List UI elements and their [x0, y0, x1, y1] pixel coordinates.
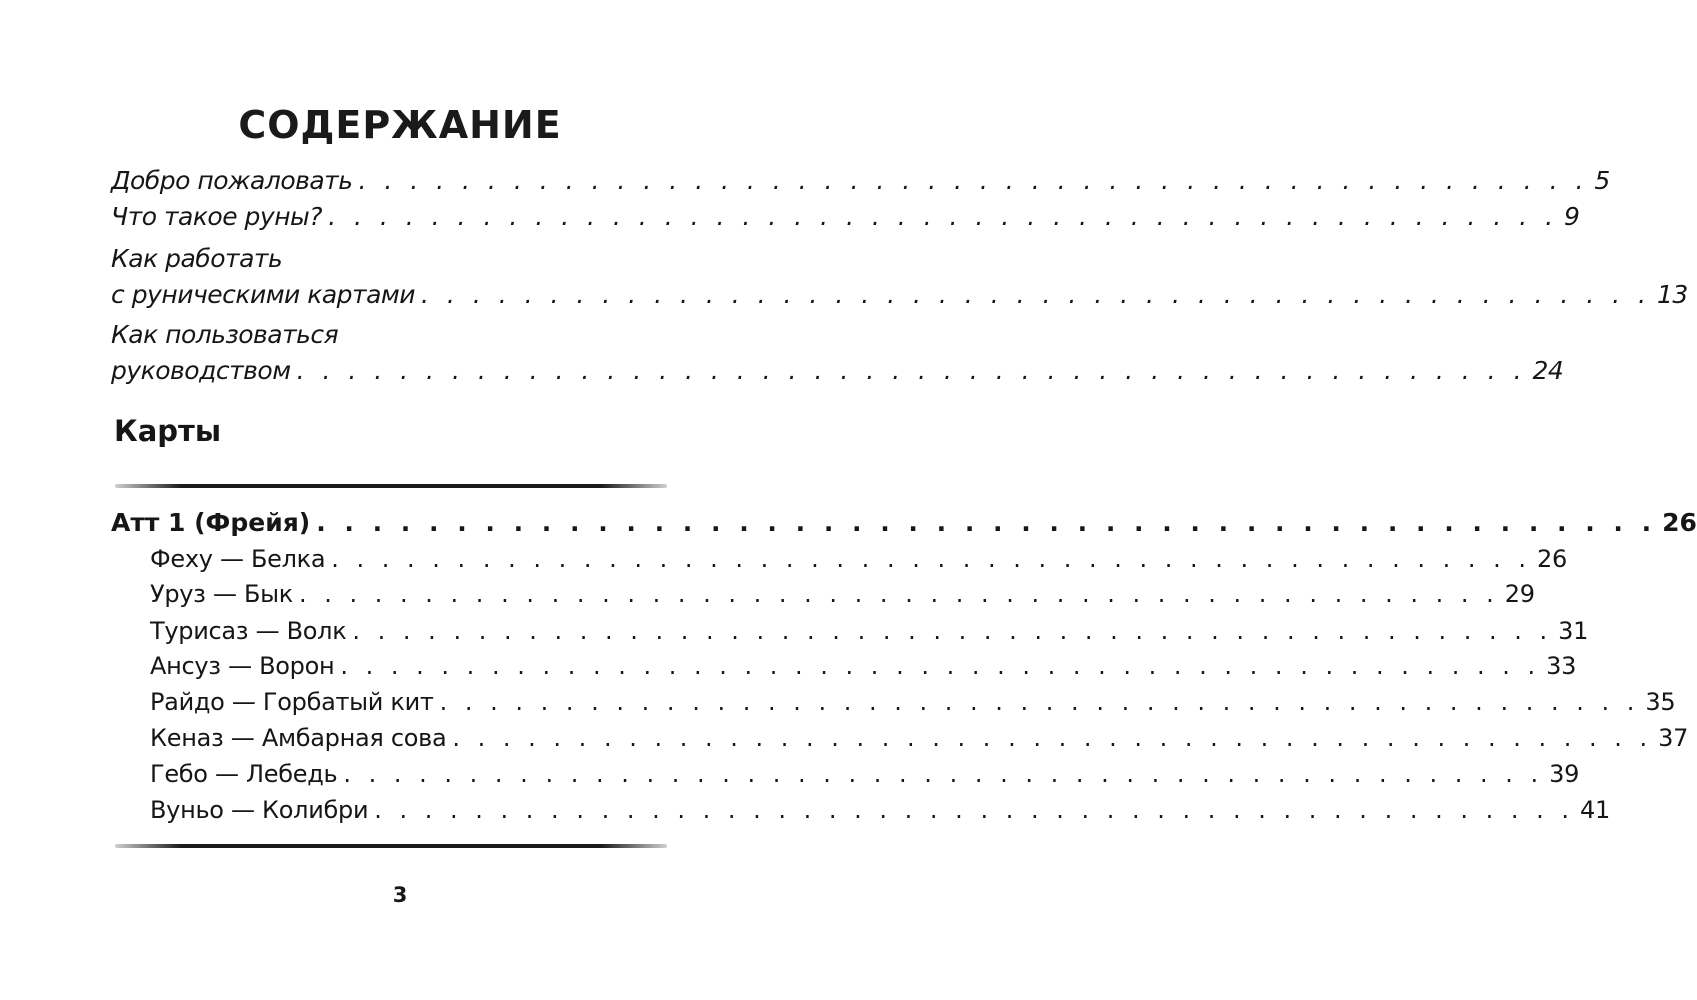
toc-entry-page: 13: [1656, 280, 1688, 309]
toc-entry-working-with-cards: [111, 280, 1688, 309]
page-number: 3: [392, 883, 408, 907]
toc-rune-entry: [150, 760, 1580, 788]
toc-rune-entry: [150, 652, 1577, 680]
toc-rune-label: Турисаз — Волк: [150, 617, 347, 645]
dot-leader: . . . . . . . . . . . . . . . . . . . . . . . . . . . . . . . . . . . . . . . . . . . . . . . .: [439, 688, 1640, 716]
toc-rune-entry: [150, 617, 1589, 645]
page-title: СОДЕРЖАНИЕ: [238, 103, 562, 147]
toc-rune-entry: [150, 724, 1689, 752]
toc-rune-entry: [150, 688, 1676, 716]
dot-leader: . . . . . . . . . . . . . . . . . . . . . . . . . . . . . . . . . . . . . . . . . . . . . . . .: [352, 617, 1553, 645]
dot-leader: . . . . . . . . . . . . . . . . . . . . . . . . . . . . . . . . . . . . . . . . . . . . . . . .: [299, 580, 1499, 608]
toc-rune-page: 35: [1645, 688, 1676, 716]
toc-rune-entry: [150, 796, 1610, 824]
toc-rune-label: Кеназ — Амбарная сова: [150, 724, 447, 752]
toc-rune-page: 31: [1558, 617, 1589, 645]
toc-entry-using-guide: [111, 356, 1564, 385]
toc-rune-label: Ансуз — Ворон: [150, 652, 335, 680]
dot-leader: . . . . . . . . . . . . . . . . . . . . . . . . . . . . . . . . . . . . . . . . . . . . . . . .: [331, 545, 1532, 573]
toc-group-entry: [111, 508, 1697, 537]
toc-rune-label: Феху — Белка: [150, 545, 326, 573]
toc-entry-what-are-runes: [111, 202, 1580, 231]
toc-rune-label: Гебо — Лебедь: [150, 760, 338, 788]
dot-leader: . . . . . . . . . . . . . . . . . . . . . . . . . . . . . . . . . . . . . . . . . . . . . . . .: [374, 796, 1574, 824]
toc-rune-page: 29: [1504, 580, 1535, 608]
toc-group-page: 26: [1662, 508, 1697, 537]
dot-leader: . . . . . . . . . . . . . . . . . . . . . . . . . . . . . . . . . . . . . . . . . . . . . . . .: [421, 280, 1651, 309]
dot-leader: . . . . . . . . . . . . . . . . . . . . . . . . . . . . . . . . . . . . . . . . . . . . . . . .: [340, 652, 1541, 680]
dot-leader: . . . . . . . . . . . . . . . . . . . . . . . . . . . . . . . . . . . . . . . . . . . . . . . .: [328, 202, 1559, 231]
toc-rune-label: Уруз — Бык: [150, 580, 293, 608]
dot-leader: . . . . . . . . . . . . . . . . . . . . . . . . . . . . . . . . . . . . . . . . . . . . . . . .: [452, 724, 1653, 752]
toc-entry-label-line1: Как пользоваться: [111, 320, 339, 349]
bottom-divider: [115, 844, 667, 848]
toc-rune-page: 26: [1537, 545, 1567, 573]
toc-rune-page: 41: [1580, 796, 1610, 824]
toc-rune-page: 37: [1658, 724, 1689, 752]
dot-leader: . . . . . . . . . . . . . . . . . . . . . . . . . . . . . . . . . . . . . . . . . . . . . . . .: [358, 166, 1589, 195]
section-heading: Карты: [114, 414, 222, 448]
toc-entry-label: руководством: [111, 356, 291, 385]
dot-leader: . . . . . . . . . . . . . . . . . . . . . . . . . . . . . . . . . . . . . . . . . . . . . . . .: [316, 508, 1657, 537]
toc-entry-label: Что такое руны?: [111, 202, 323, 231]
toc-group-label: Атт 1 (Фрейя): [111, 508, 311, 537]
toc-entry-page: 9: [1564, 202, 1580, 231]
toc-entry-page: 24: [1532, 356, 1564, 385]
toc-entry-label: с руническими картами: [111, 280, 416, 309]
toc-entry-page: 5: [1594, 166, 1610, 195]
toc-rune-entry: [150, 545, 1567, 573]
toc-rune-label: Райдо — Горбатый кит: [150, 688, 434, 716]
toc-rune-label: Вуньо — Колибри: [150, 796, 369, 824]
dot-leader: . . . . . . . . . . . . . . . . . . . . . . . . . . . . . . . . . . . . . . . . . . . . . . . .: [343, 760, 1544, 788]
dot-leader: . . . . . . . . . . . . . . . . . . . . . . . . . . . . . . . . . . . . . . . . . . . . . . . .: [296, 356, 1527, 385]
toc-entry-label: Добро пожаловать: [111, 166, 353, 195]
toc-entry-welcome: [111, 166, 1610, 195]
top-divider: [115, 484, 667, 488]
toc-rune-page: 33: [1546, 652, 1577, 680]
toc-rune-page: 39: [1549, 760, 1580, 788]
toc-entry-label-line1: Как работать: [111, 244, 283, 273]
toc-rune-entry: [150, 580, 1535, 608]
